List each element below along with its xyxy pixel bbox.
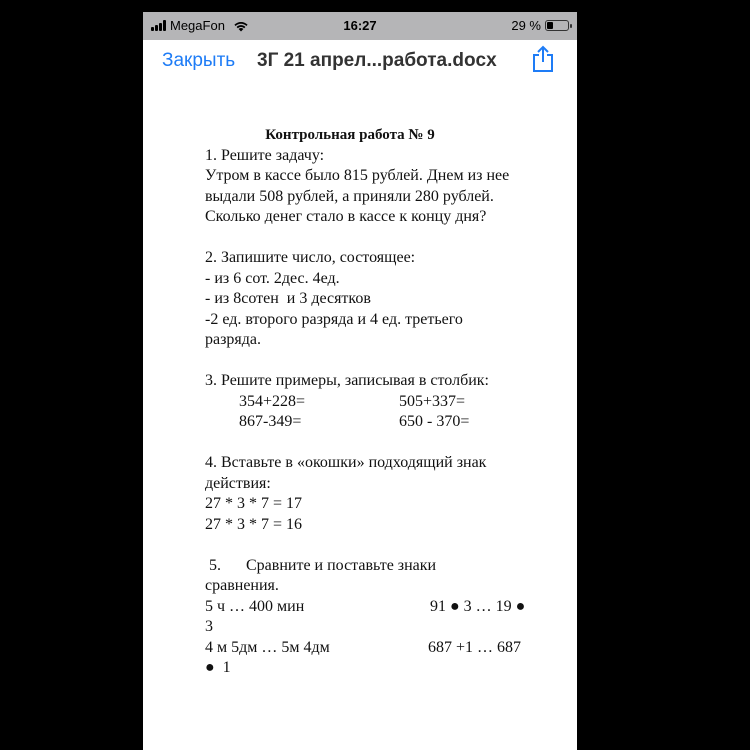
battery-icon — [545, 20, 569, 31]
q1-line: Сколько денег стало в кассе к концу дня? — [205, 208, 487, 225]
q5-compare-right: 687 +1 … 687 — [428, 638, 522, 656]
q5-title-line — [205, 556, 545, 577]
document-header — [143, 40, 577, 84]
q5-compare-right: 91 ● 3 … 19 ● — [430, 597, 526, 615]
status-time: 16:27 — [343, 18, 377, 33]
q5-title: Сравните и поставьте знаки — [246, 556, 437, 574]
q5-compare-wrap: 3 — [205, 618, 213, 635]
q2-line: - из 6 сот. 2дес. 4ед. — [205, 269, 340, 287]
phone-screen — [143, 12, 577, 750]
q3-example: 867-349= — [239, 413, 302, 430]
q2-line: разряда. — [205, 331, 262, 348]
q5-compare-row — [205, 638, 545, 659]
q2-title: 2. Запишите число, состоящее: — [205, 249, 416, 266]
battery-level — [547, 22, 553, 29]
close-button[interactable]: Закрыть — [162, 50, 236, 71]
status-bar — [143, 12, 577, 40]
q4-title: 4. Вставьте в «окошки» подходящий знак — [205, 454, 487, 471]
q3-example-row — [205, 412, 545, 433]
q2-line: - из 8сотен и 3 десятков — [205, 290, 371, 307]
battery-percent: 29 % — [511, 18, 541, 33]
q4-line: 27 * 3 * 7 = 16 — [205, 515, 303, 533]
q5-compare-left: 5 ч … 400 мин — [205, 597, 305, 615]
q5-compare-wrap: ● 1 — [205, 659, 231, 676]
q4-line: 27 * 3 * 7 = 17 — [205, 495, 303, 512]
q3-title: 3. Решите примеры, записывая в столбик: — [205, 372, 489, 389]
q4-title: действия: — [205, 474, 271, 492]
carrier-name: MegaFon — [170, 18, 225, 33]
q5-compare-left: 4 м 5дм … 5м 4дм — [205, 638, 330, 656]
q5-number: 5. — [209, 556, 221, 574]
q1-line: Утром в кассе было 815 рублей. Днем из нее — [205, 167, 510, 184]
document-title: 3Г 21 апрел...работа.docx — [257, 50, 497, 71]
q5-title-cont: сравнения. — [205, 577, 279, 594]
q5-compare-row — [205, 597, 545, 618]
q2-line: -2 ед. второго разряда и 4 ед. третьего — [205, 310, 463, 328]
q3-example: 505+337= — [399, 392, 466, 410]
q3-example: 650 - 370= — [399, 413, 470, 430]
q3-example: 354+228= — [239, 392, 306, 410]
q3-example-row — [205, 392, 545, 413]
document-page — [205, 125, 545, 679]
share-icon[interactable] — [530, 45, 556, 73]
status-right — [511, 18, 569, 33]
q1-line: выдали 508 рублей, а приняли 280 рублей. — [205, 187, 494, 205]
document-heading: Контрольная работа № 9 — [265, 127, 435, 143]
q1-title: 1. Решите задачу: — [205, 146, 325, 164]
